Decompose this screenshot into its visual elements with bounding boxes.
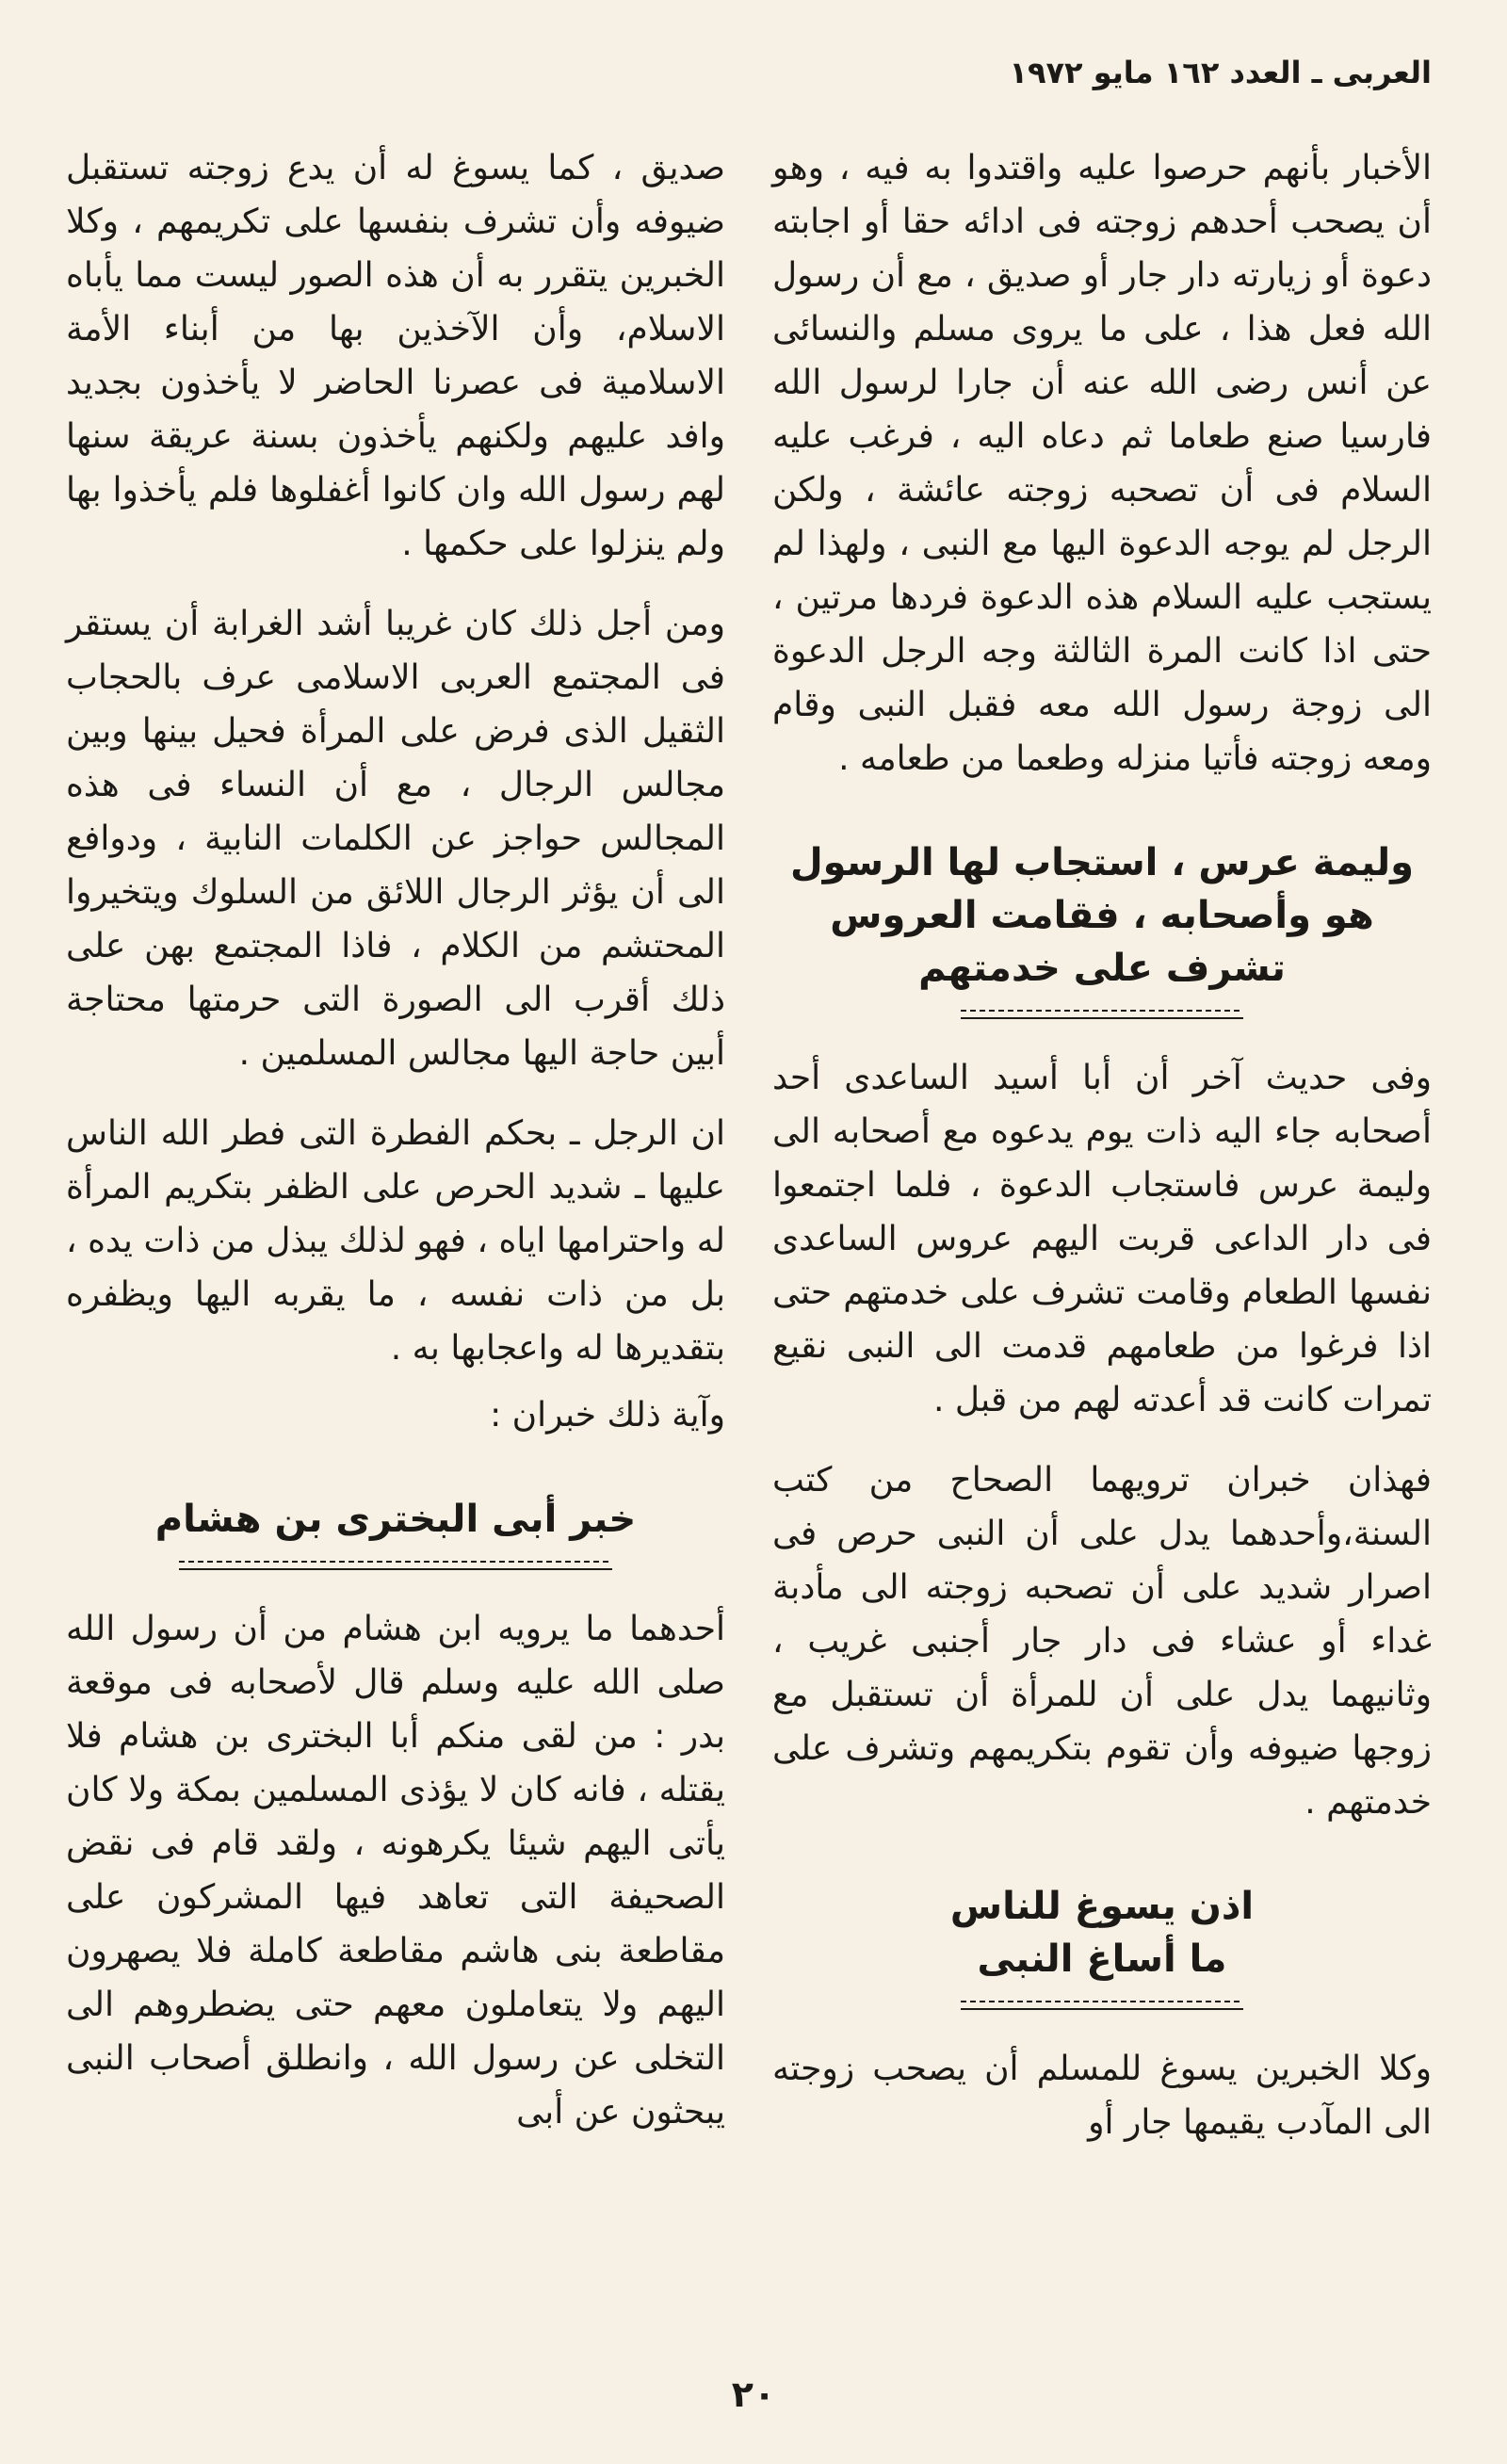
heading-line: وليمة عرس ، استجاب لها الرسول <box>789 841 1415 884</box>
section-heading <box>66 1493 725 1546</box>
section-heading <box>772 1880 1432 1986</box>
right-column <box>772 141 1432 2163</box>
running-header: العربى ـ العدد ١٦٢ مايو ١٩٧٢ <box>1009 55 1432 90</box>
heading-line: خبر أبى البخترى بن هشام <box>154 1498 637 1541</box>
left-column <box>66 141 725 2152</box>
heading-rule-ornament <box>961 1008 1243 1023</box>
paragraph: وفى حديث آخر أن أبا أسيد الساعدى أحد أصحابه جاء اليه ذات يوم يدعوه مع أصحابه الى وليمة عرس فاستجاب الدعوة ، فلما اجتمعوا فى دار الداعى قربت اليهم عروس الساعدى نفسها الطعام وقامت تشرف على خدمتهم حتى اذا فرغوا من طعامهم قدمت الى النبى نقيع تمرات كانت قد أعدته لهم من قبل . <box>772 1059 1432 1419</box>
paragraph: الأخبار بأنهم حرصوا عليه واقتدوا به فيه ، وهو أن يصحب أحدهم زوجته فى ادائه حقا أو اجابته دعوة أو زيارته دار جار أو صديق ، مع أن رسول الله فعل هذا ، على ما يروى مسلم والنسائى عن أنس رضى الله عنه أن جارا لرسول الله فارسيا صنع طعاما ثم دعاه اليه ، فرغب عليه السلام فى أن تصحبه زوجته عائشة ، ولكن الرجل لم يوجه الدعوة اليها مع النبى ، ولهذا لم يستجب عليه السلام هذه الدعوة فردها مرتين ، حتى اذا كانت المرة الثالثة وجه الرجل الدعوة الى زوجة رسول الله معه فقبل النبى وقام ومعه زوجته فأتيا منزله وطعما من طعامه . <box>772 149 1432 778</box>
heading-line: ما أساغ النبى <box>977 1937 1227 1981</box>
heading-line: هو وأصحابه ، فقامت العروس <box>830 894 1374 937</box>
paragraph: أحدهما ما يرويه ابن هشام من أن رسول الله صلى الله عليه وسلم قال لأصحابه فى موقعة بدر : من لقى منكم أبا البخترى بن هشام فلا يقتله ، فانه كان لا يؤذى المسلمين بمكة ولا كان يأتى اليهم شيئا يكرهونه ، ولقد قام فى نقض الصحيفة التى تعاهد فيها المشركون على مقاطعة بنى هاشم مقاطعة كاملة فلا يصهرون اليهم ولا يتعاملون معهم حتى يضطروهم الى التخلى عن رسول الله ، وانطلق أصحاب النبى يبحثون عن أبى <box>66 1610 725 2132</box>
heading-rule-ornament <box>961 1999 1243 2014</box>
paragraph: صديق ، كما يسوغ له أن يدع زوجته تستقبل ضيوفه وأن تشرف بنفسها على تكريمهم ، وكلا الخبرين يتقرر به أن هذه الصور ليست مما يأباه الاسلام، وأن الآخذين بها من أبناء الأمة الاسلامية فى عصرنا الحاضر لا يأخذون بجديد وافد عليهم ولكنهم يأخذون بسنة عريقة سنها لهم رسول الله وان كانوا أغفلوها فلم يأخذوا بها ولم ينزلوا على حكمها . <box>66 149 725 563</box>
paragraph: ومن أجل ذلك كان غريبا أشد الغرابة أن يستقر فى المجتمع العربى الاسلامى عرف بالحجاب الثقيل الذى فرض على المرأة فحيل بينها وبين مجالس الرجال ، مع أن النساء فى هذه المجالس حواجز عن الكلمات النابية ، ودوافع الى أن يؤثر الرجال اللائق من السلوك ويتخيروا المحتشم من الكلام ، فاذا المجتمع بهن على ذلك أقرب الى الصورة التى حرمتها محتاجة أبين حاجة اليها مجالس المسلمين . <box>66 605 725 1073</box>
paragraph: وكلا الخبرين يسوغ للمسلم أن يصحب زوجته الى المآدب يقيمها جار أو <box>772 2050 1432 2142</box>
heading-rule-ornament <box>179 1559 612 1574</box>
paragraph: فهذان خبران ترويهما الصحاح من كتب السنة،وأحدهما يدل على أن النبى حرص فى اصرار شديد على أن تصحبه زوجته الى مأدبة غداء أو عشاء فى دار جار أجنبى غريب ، وثانيهما يدل على أن للمرأة أن تستقبل مع زوجها ضيوفه وأن تقوم بتكريمهم وتشرف على خدمتهم . <box>772 1461 1432 1822</box>
section-heading <box>772 836 1432 995</box>
page-number: ٢٠ <box>731 2374 776 2415</box>
paragraph: ان الرجل ـ بحكم الفطرة التى فطر الله الناس عليها ـ شديد الحرص على الظفر بتكريم المرأة له واحترامها اياه ، فهو لذلك يبذل من ذات يده ، بل من ذات نفسه ، ما يقربه اليها ويظفره بتقديرها له واعجابها به . <box>66 1114 725 1368</box>
heading-line: تشرف على خدمتهم <box>918 947 1286 990</box>
paragraph: وآية ذلك خبران : <box>490 1396 725 1435</box>
heading-line: اذن يسوغ للناس <box>949 1885 1255 1928</box>
